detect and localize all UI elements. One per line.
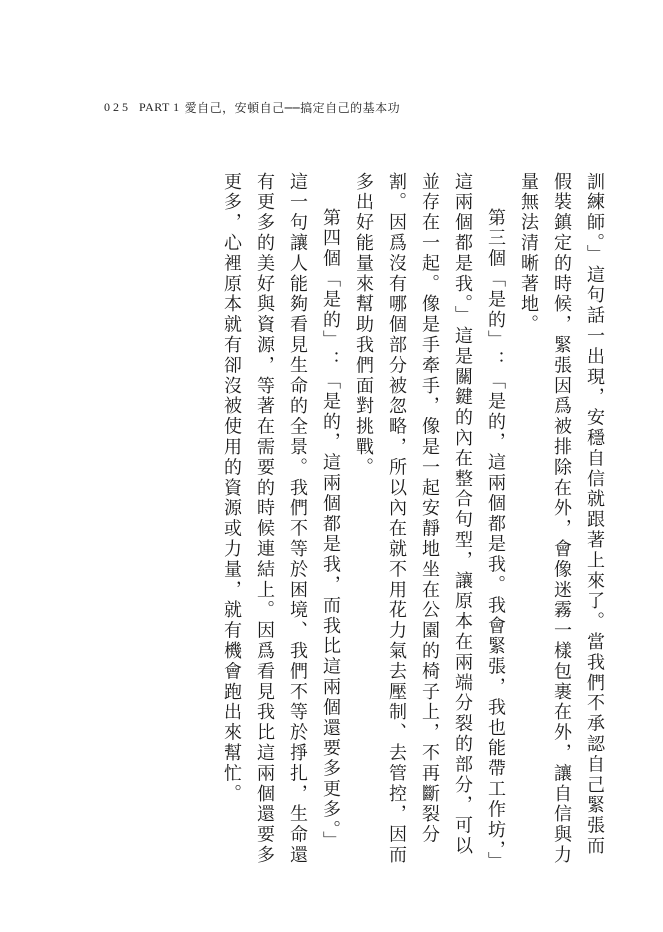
paragraph-2: 第三個「是的」：「是的，這兩個都是我。我會緊張，我也能帶工作坊，」這兩個都是我。」這是關鍵的內在整合句型，讓原本在兩端分裂的部分，可以並存在一起。像是手牽手，像是一起安靜地坐在公園的椅子上，不再斷裂分割。因爲沒有哪個部分被忽略，所以內在就不用花力氣去壓制、去管控，因而多出好能量來幫助我們面對挑戰。 xyxy=(353,172,506,866)
page-number: 025 xyxy=(104,99,131,114)
part-label: PART 1 xyxy=(139,99,180,114)
paragraph-1: 訓練師。」這句話一出現，安穩自信就跟著上來了。當我們不承認自己緊張而假裝鎮定的時候，緊張因爲被排除在外，會像迷霧一樣包裹在外，讓自信與力量無法清晰著地。 xyxy=(518,172,605,866)
paragraph-3: 第四個「是的」：「是的，這兩個都是我，而我比這兩個還要多更多。」這一句讓人能夠看見生命的全景。我們不等於困境、我們不等於掙扎，生命還有更多的美好與資源，等著在需要的時候連結上。因爲看見我比這兩個還要多更多，心裡原本就有卻沒被使用的資源或力量，就有機會跑出來幫忙。 xyxy=(221,172,341,866)
running-header xyxy=(104,99,400,115)
section-title: 愛自己，安頓自己──搞定自己的基本功 xyxy=(184,100,401,115)
body-text xyxy=(215,172,611,872)
